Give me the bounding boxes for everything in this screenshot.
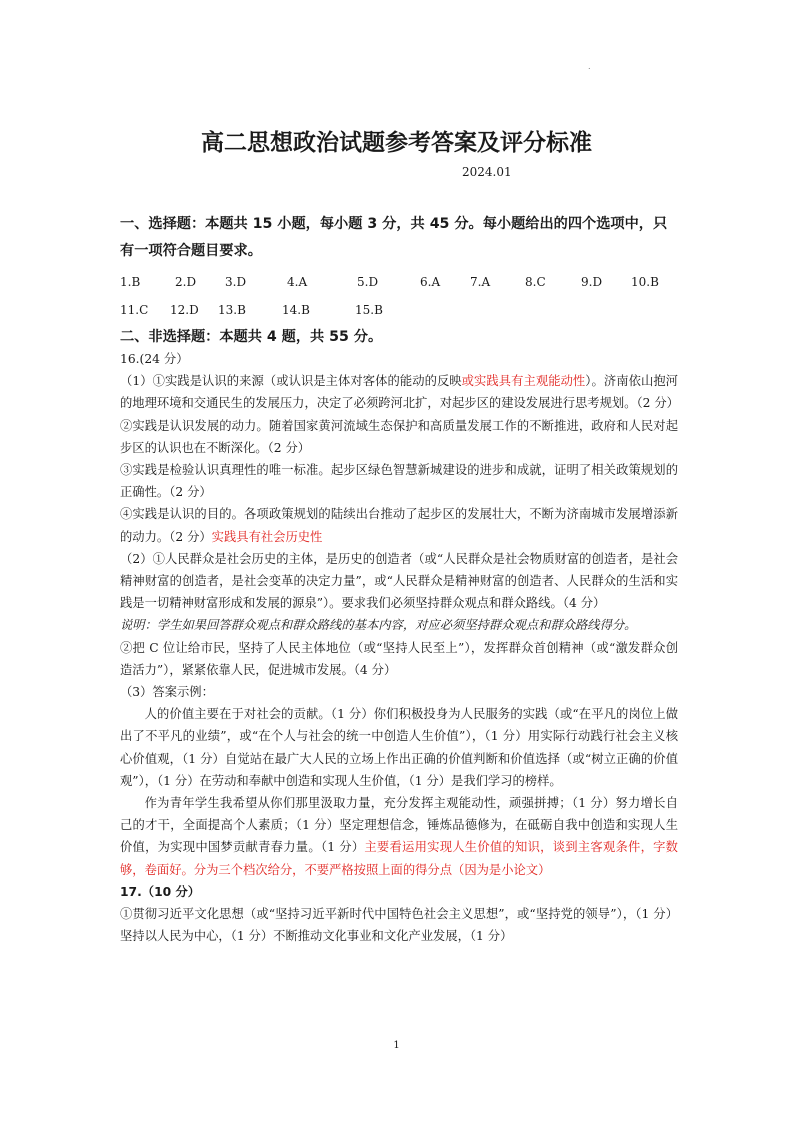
answer-item: 9.D	[581, 275, 603, 289]
page-title: 高二思想政治试题参考答案及评分标准	[201, 130, 592, 156]
q16-part3-para1: 人的价值主要在于对社会的贡献。（1 分）你们积极投身为人民服务的实践（或“在平凡的岗位上做出了不平凡的业绩”，或“在个人与社会的统一中创造人生价值”），（1 分）用实际行动践行社会主义核心价值观，（1 分）自觉站在最广大人民的立场上作出正确的价值判断和价值选择（或“树立正确的价值观”），（1 分）在劳动和奉献中创造和实现人生价值，（1 分）是我们学习的榜样。	[120, 707, 678, 788]
q17-label: 17.（10 分）	[120, 884, 201, 899]
answer-item: 3.D	[225, 275, 247, 289]
answer-item: 1.B	[120, 275, 141, 289]
q16-part1-point2: ②实践是认识发展的动力。随着国家黄河流域生态保护和高质量发展工作的不断推进，政府和人民对起步区的认识也在不断深化。（2 分）	[120, 418, 678, 455]
q16-part1-point4: ④实践是认识的目的。各项政策规划的陆续出台推动了起步区的发展壮大，不断为济南城市发展增添新的动力。（2 分）实践具有社会历史性	[120, 507, 678, 544]
teacher-note: 主要看运用实现人生价值的知识，谈到主客观条件，字数够，卷面好。分为三个档次给分，不要严格按照上面的得分点（因为是小论文）	[120, 840, 678, 877]
q16-label: 16.(24 分）	[120, 352, 189, 366]
section2-body	[120, 348, 678, 947]
teacher-note: 或实践具有主观能动性	[461, 374, 586, 389]
answer-item: 10.B	[631, 275, 659, 289]
section1-heading: 一、选择题：本题共 15 小题，每小题 3 分，共 45 分。每小题给出的四个选项中，只有一项符合题目要求。	[120, 216, 668, 259]
q16-part2-point1: （2）①人民群众是社会历史的主体，是历史的创造者（或“人民群众是社会物质财富的创造者，是社会精神财富的创造者，是社会变革的决定力量”，或“人民群众是精神财富的创造者、人民群众的生活和实践是一切精神财富形成和发展的源泉”）。要求我们必须坚持群众观点和群众路线。（4 分）	[120, 551, 678, 611]
teacher-note: 实践具有社会历史性	[211, 529, 323, 544]
answer-item: 14.B	[282, 303, 310, 317]
answer-item: 13.B	[218, 303, 246, 317]
q16-part1-point1: （1）①实践是认识的来源（或认识是主体对客体的能动的反映或实践具有主观能动性）。济南依山抱河的地理环境和交通民生的发展压力，决定了必须跨河北扩，对起步区的建设发展进行思考规划。（2 分）	[120, 374, 679, 411]
exam-date: 2024.01	[462, 165, 512, 179]
answer-item: 15.B	[355, 303, 383, 317]
q16-part3-label: （3）答案示例：	[120, 685, 214, 700]
answer-item: 4.A	[287, 275, 308, 289]
answer-item: 12.D	[170, 303, 199, 317]
section2-heading: 二、非选择题：本题共 4 题，共 55 分。	[120, 329, 383, 345]
q16-part3-para2: 作为青年学生我希望从你们那里汲取力量，充分发挥主观能动性，顽强拼搏；（1 分）努力增长自己的才干，全面提高个人素质；（1 分）坚定理想信念，锤炼品德修为，在砥砺自我中创造和实现人生价值，为实现中国梦贡献青春力量。（1 分）主要看运用实现人生价值的知识，谈到主客观条件，字数够，卷面好。分为三个档次给分，不要严格按照上面的得分点（因为是小论文）	[120, 796, 678, 877]
answer-item: 5.D	[357, 275, 379, 289]
q16-part2-note: 说明：学生如果回答群众观点和群众路线的基本内容，对应必须坚持群众观点和群众路线得分。	[120, 618, 637, 633]
answer-item: 7.A	[470, 275, 491, 289]
answer-item: 2.D	[175, 275, 197, 289]
q17-point1: ①贯彻习近平文化思想（或“坚持习近平新时代中国特色社会主义思想”，或“坚持党的领导”），（1 分）坚持以人民为中心，（1 分）不断推动文化事业和文化产业发展，（1 分）	[120, 907, 678, 944]
page-number: 1	[393, 1040, 400, 1051]
corner-dot: .	[588, 62, 591, 71]
answer-item: 8.C	[525, 275, 546, 289]
answers-row-1	[120, 275, 700, 293]
answers-row-2	[120, 303, 700, 321]
q16-part2-point2: ②把 C 位让给市民，坚持了人民主体地位（或“坚持人民至上”），发挥群众首创精神（或“激发群众创造活力”），紧紧依靠人民，促进城市发展。（4 分）	[120, 640, 678, 677]
q16-part1-point3: ③实践是检验认识真理性的唯一标准。起步区绿色智慧新城建设的进步和成就，证明了相关政策规划的正确性。（2 分）	[120, 463, 678, 500]
answer-item: 11.C	[120, 303, 149, 317]
answer-item: 6.A	[420, 275, 441, 289]
